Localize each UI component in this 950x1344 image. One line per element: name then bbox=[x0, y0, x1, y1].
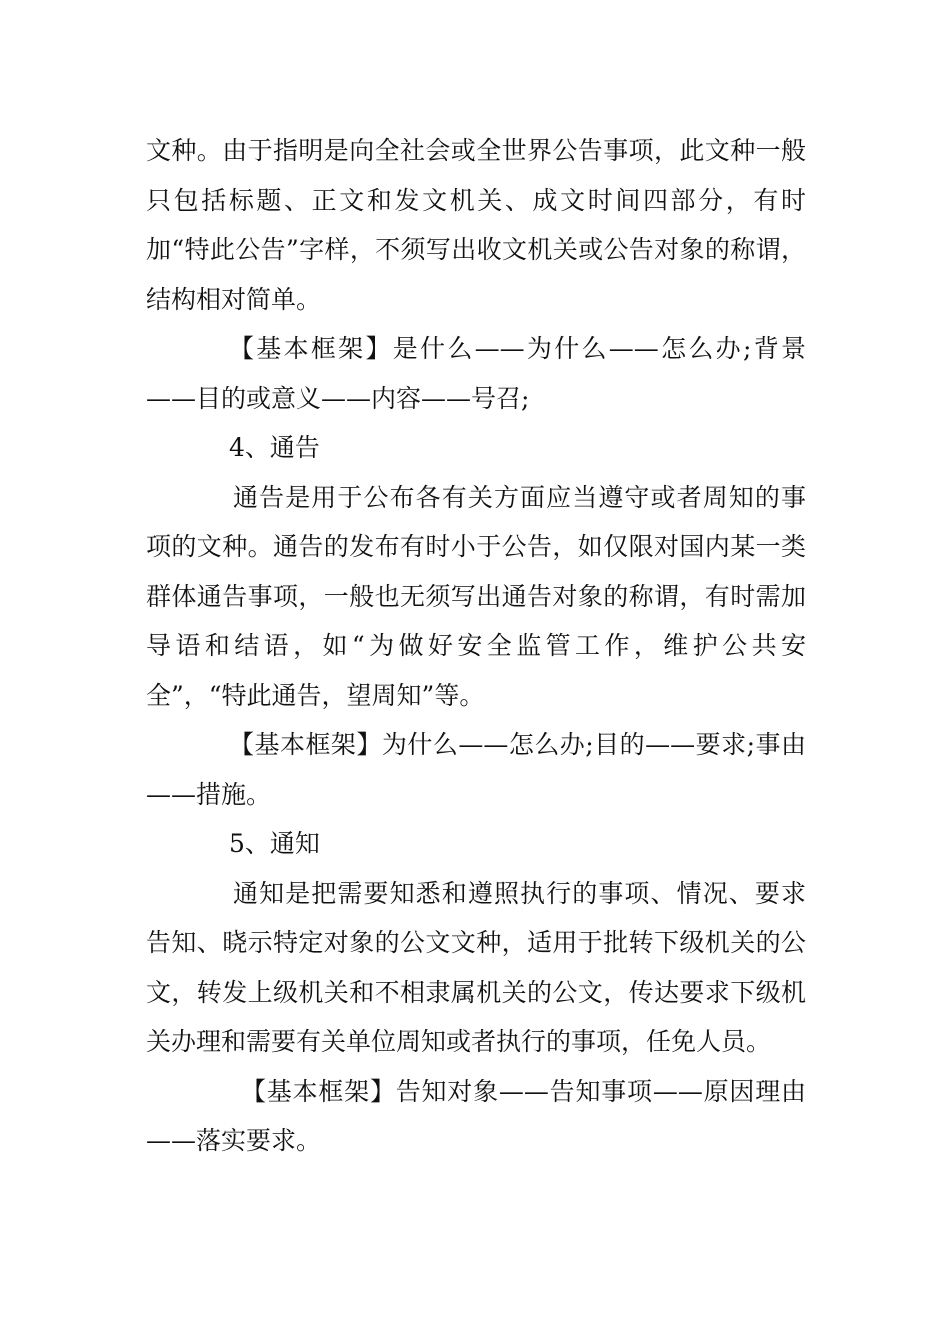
paragraph-notification-body: 通知是把需要知悉和遵照执行的事项、情况、要求告知、晓示特定对象的公文文种，适用于批转下级机关的公文，转发上级机关和不相隶属机关的公文，传达要求下级机关办理和需要有关单位周知或者执行的事项，任免人员。 bbox=[146, 878, 806, 1056]
paragraph-announcement-structure: 文种。由于指明是向全社会或全世界公告事项，此文种一般只包括标题、正文和发文机关、成文时间四部分，有时加“特此公告”字样，不须写出收文机关或公告对象的称谓，结构相对简单。 bbox=[146, 136, 806, 314]
paragraph-announcement-framework: 【基本框架】是什么——为什么——怎么办;背景——目的或意义——内容——号召; bbox=[146, 334, 806, 413]
heading-notification: 5、通知 bbox=[229, 829, 320, 858]
document-body bbox=[146, 126, 806, 1166]
heading-notice-public: 4、通告 bbox=[229, 433, 320, 462]
paragraph-notice-public-framework: 【基本框架】为什么——怎么办;目的——要求;事由——措施。 bbox=[146, 730, 806, 809]
paragraph-notice-public-body: 通告是用于公布各有关方面应当遵守或者周知的事项的文种。通告的发布有时小于公告，如仅限对国内某一类群体通告事项，一般也无须写出通告对象的称谓，有时需加导语和结语，如“为做好安全监管工作，维护公共安全”，“特此通告，望周知”等。 bbox=[146, 482, 806, 710]
paragraph-notification-framework: 【基本框架】告知对象——告知事项——原因理由——落实要求。 bbox=[146, 1076, 806, 1155]
